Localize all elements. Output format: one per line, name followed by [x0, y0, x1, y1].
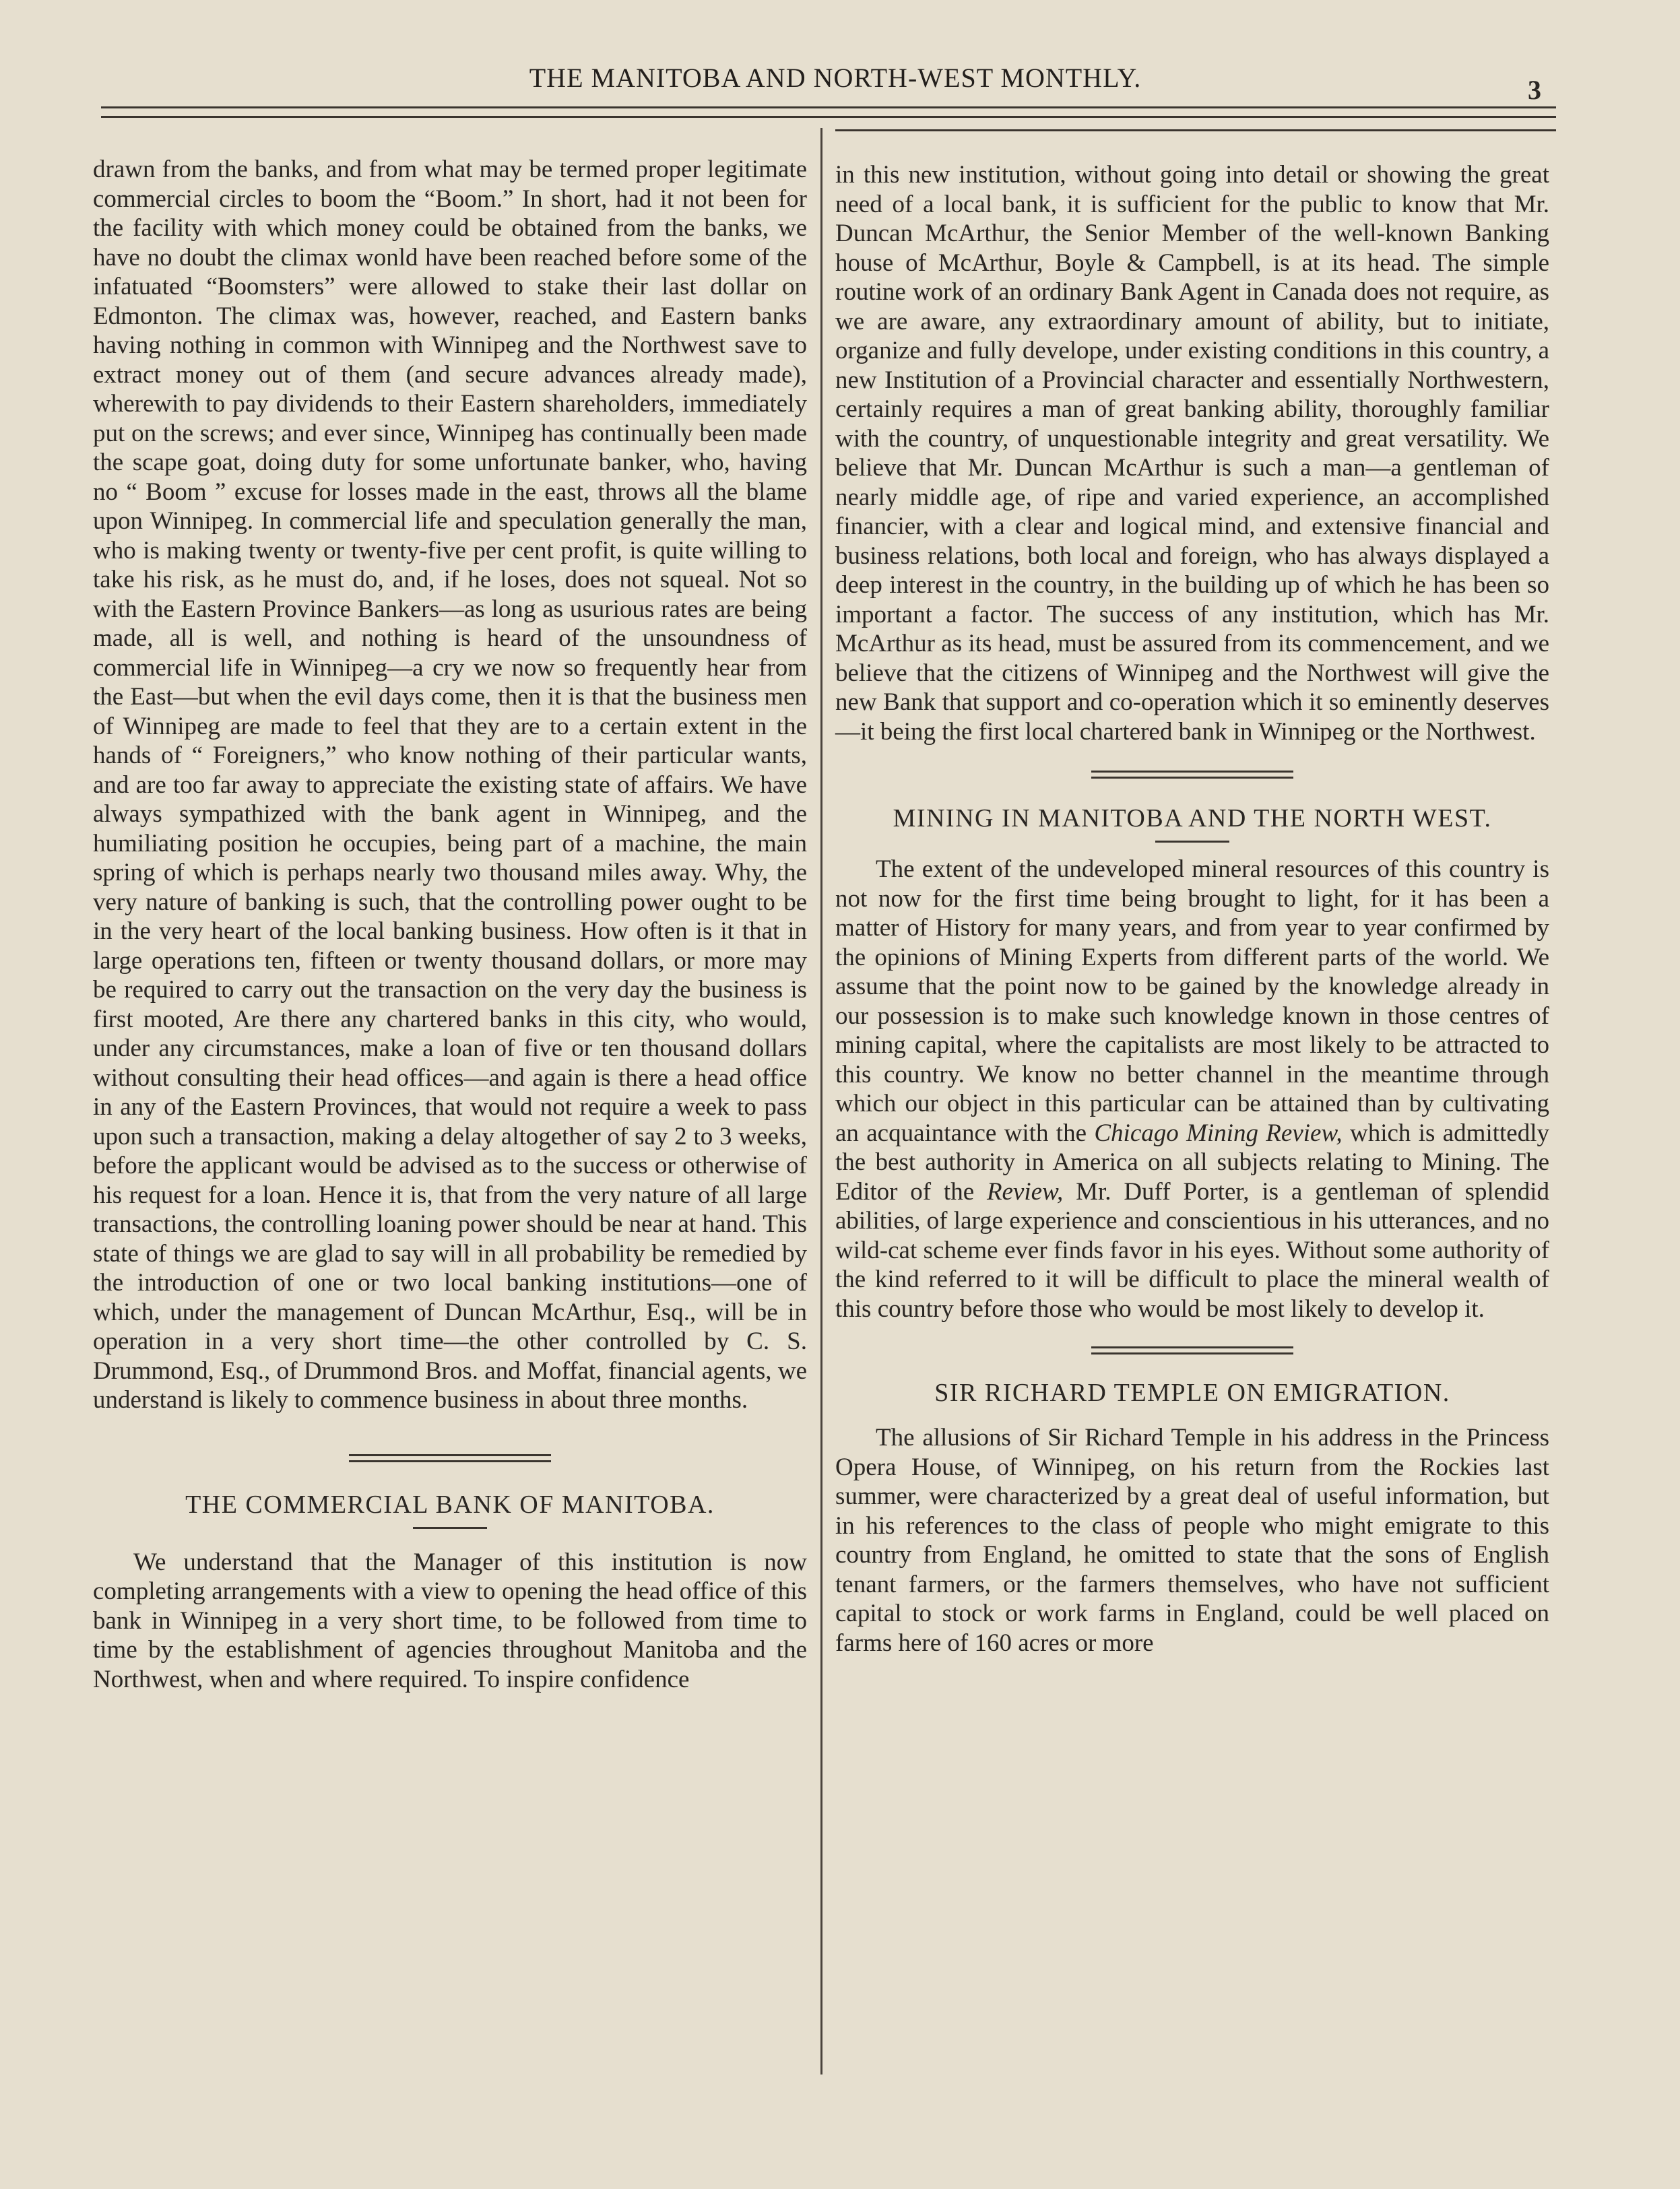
- section-heading-commercial-bank: THE COMMERCIAL BANK OF MANITOBA.: [185, 1490, 715, 1519]
- left-paragraph-continued: drawn from the banks, and from what may be termed proper legitimate commercial circles to boom the “Boom.” In short, had it not been for the facility with which money could be obtained from the banks, we have no doubt the climax wonld have been reached before some of the infatuated “Boomsters” were allowed to stake their last dollar on Edmonton. The climax was, however, reached, and Eastern banks having nothing in common with Winnipeg and the Northwest save to extract money out of them (and secure advances already made), wherewith to pay dividends to their Eastern shareholders, immediately put on the screws; and ever since, Winnipeg has continually been made the scape goat, doing duty for some unfortunate banker, who, having no “ Boom ” excuse for losses made in the east, throws all the blame upon Winnipeg. In commercial life and speculation generally the man, who is making twenty or twenty-five per cent profit, is quite willing to take his risk, as he must do, and, if he loses, does not squeal. Not so with the Eastern Province Bankers—as long as usurious rates are being made, all is well, and nothing is heard of the unsoundness of commercial life in Winnipeg—a cry we now so frequently hear from the East—but when the evil days come, then it is that the business men of Winnipeg are made to feel that they are to a certain extent in the hands of “ Foreigners,” who know nothing of their particular wants, and are too far away to appreciate the existing state of affairs. We have always sympathized with the bank agent in Winnipeg, and the humiliating position he occupies, being part of a machine, the main spring of which is perhaps nearly two thousand miles away. Why, the very nature of banking is such, that the controlling power ought to be in the very heart of the local banking business. How often is it that in large operations ten, fifteen or twenty thousand dollars, or more may be required to carry out the transaction on the very day the business is first mooted, Are there any chartered banks in this city, who would, under any circumstances, make a loan of five or ten thousand dollars without consulting their head offices—and again is there a head office in any of the Eastern Provinces, that would not require a week to pass upon such a transaction, making a delay altogether of say 2 to 3 weeks, before the applicant would be advised as to the success or otherwise of his request for a loan. Hence it is, that from the very nature of all large transactions, the controlling loaning power should be near at hand. This state of things we are glad to say will in all probability be remedied by the introduction of one or two local banking institutions—one of which, under the management of Duncan McArthur, Esq., will be in operation in a very short time—the other controlled by C. S. Drummond, Esq., of Drummond Bros. and Moffat, financial agents, we understand is likely to commence business in about three months.: [93, 156, 807, 1414]
- header-rule-bottom: [835, 129, 1556, 131]
- left-column: [93, 155, 807, 1694]
- section-heading-mining: MINING IN MANITOBA AND THE NORTH WEST.: [893, 804, 1492, 832]
- temple-paragraph: The allusions of Sir Richard Temple in his address in the Princess Opera House, of Winnipeg, on his return from the Rockies last summer, were characterized by a great deal of useful information, but in his references to the class of people who might emigrate to this country from England, he omitted to state that the sons of English tenant farmers, or the farmers themselves, who have not sufficient capital to stock or work farms in England, could be well placed on farms here of 160 acres or more: [835, 1424, 1549, 1657]
- header-rule-top: [101, 106, 1556, 108]
- mining-text-3: Mr. Duff Porter, is a gentleman of splendid abilities, of large experience and conscientious in his utterances, and no wild-cat scheme ever finds favor in his eyes. Without some authority of the kind referred to it will be difficult to place the mineral wealth of this country before those who would be most likely to develop it.: [835, 1177, 1549, 1323]
- chicago-mining-review: Chicago Mining Review,: [1094, 1119, 1343, 1147]
- column-divider: [820, 128, 822, 2074]
- right-column: [835, 160, 1549, 1658]
- section-heading-temple: SIR RICHARD TEMPLE ON EMIGRATION.: [934, 1379, 1450, 1407]
- section-separator: [1091, 1346, 1293, 1354]
- section-separator: [1091, 771, 1293, 779]
- mining-text-1: The extent of the undeveloped mineral resources of this country is not now for the first time being brought to light, for it has been a matter of History for many years, and from year to year confirmed by the opinions of Mining Experts from different parts of the world. We assume that the point now to be gained by the knowledge already in our possession is to make such knowledge known in those centres of mining capital, where the capitalists are most likely to be attracted to this country. We know no better channel in the meantime through which our object in this particular can be attained than by cultivating an acquaintance with the: [835, 855, 1549, 1147]
- running-title: THE MANITOBA AND NORTH-WEST MONTHLY.: [529, 63, 1142, 93]
- mining-paragraph: [835, 855, 1549, 1324]
- header-rule-middle: [101, 116, 1556, 118]
- commercial-bank-paragraph: We understand that the Manager of this institution is now completing arrangements with a view to opening the head office of this bank in Winnipeg in a very short time, to be followed from time to time by the establishment of agencies throughout Manitoba and the Northwest, when and where required. To inspire confidence: [93, 1548, 807, 1693]
- review-name: Review,: [986, 1177, 1064, 1206]
- right-paragraph-continued: in this new institution, without going into detail or showing the great need of a local bank, it is sufficient for the public to know that Mr. Duncan McArthur, the Senior Member of the well-known Banking house of McArthur, Boyle & Campbell, is at its head. The simple routine work of an ordinary Bank Agent in Canada does not require, as we are aware, any extraordinary amount of ability, but to initiate, organize and fully develope, under existing conditions in this country, a new Institution of a Provincial character and essentially Northwestern, certainly requires a man of great banking ability, thoroughly familiar with the country, of unquestionable integrity and great versatility. We believe that Mr. Duncan McArthur is such a man—a gentleman of nearly middle age, of ripe and varied experience, an accomplished financier, with a clear and logical mind, and extensive financial and business relations, both local and foreign, who has always displayed a deep interest in the country, in the building up of which he has been so important a factor. The success of any institution, which has Mr. McArthur as its head, must be assured from its commencement, and we believe that the citizens of Winnipeg and the Northwest will give the new Bank that support and co-operation which it so eminently deserves —it being the first local chartered bank in Winnipeg or the Northwest.: [835, 161, 1549, 746]
- mining-text-2: which is admittedly the best authority in America on all subjects relating to Mining. The Editor of the: [835, 1119, 1550, 1206]
- page-number: 3: [1528, 75, 1541, 105]
- section-separator: [349, 1454, 551, 1462]
